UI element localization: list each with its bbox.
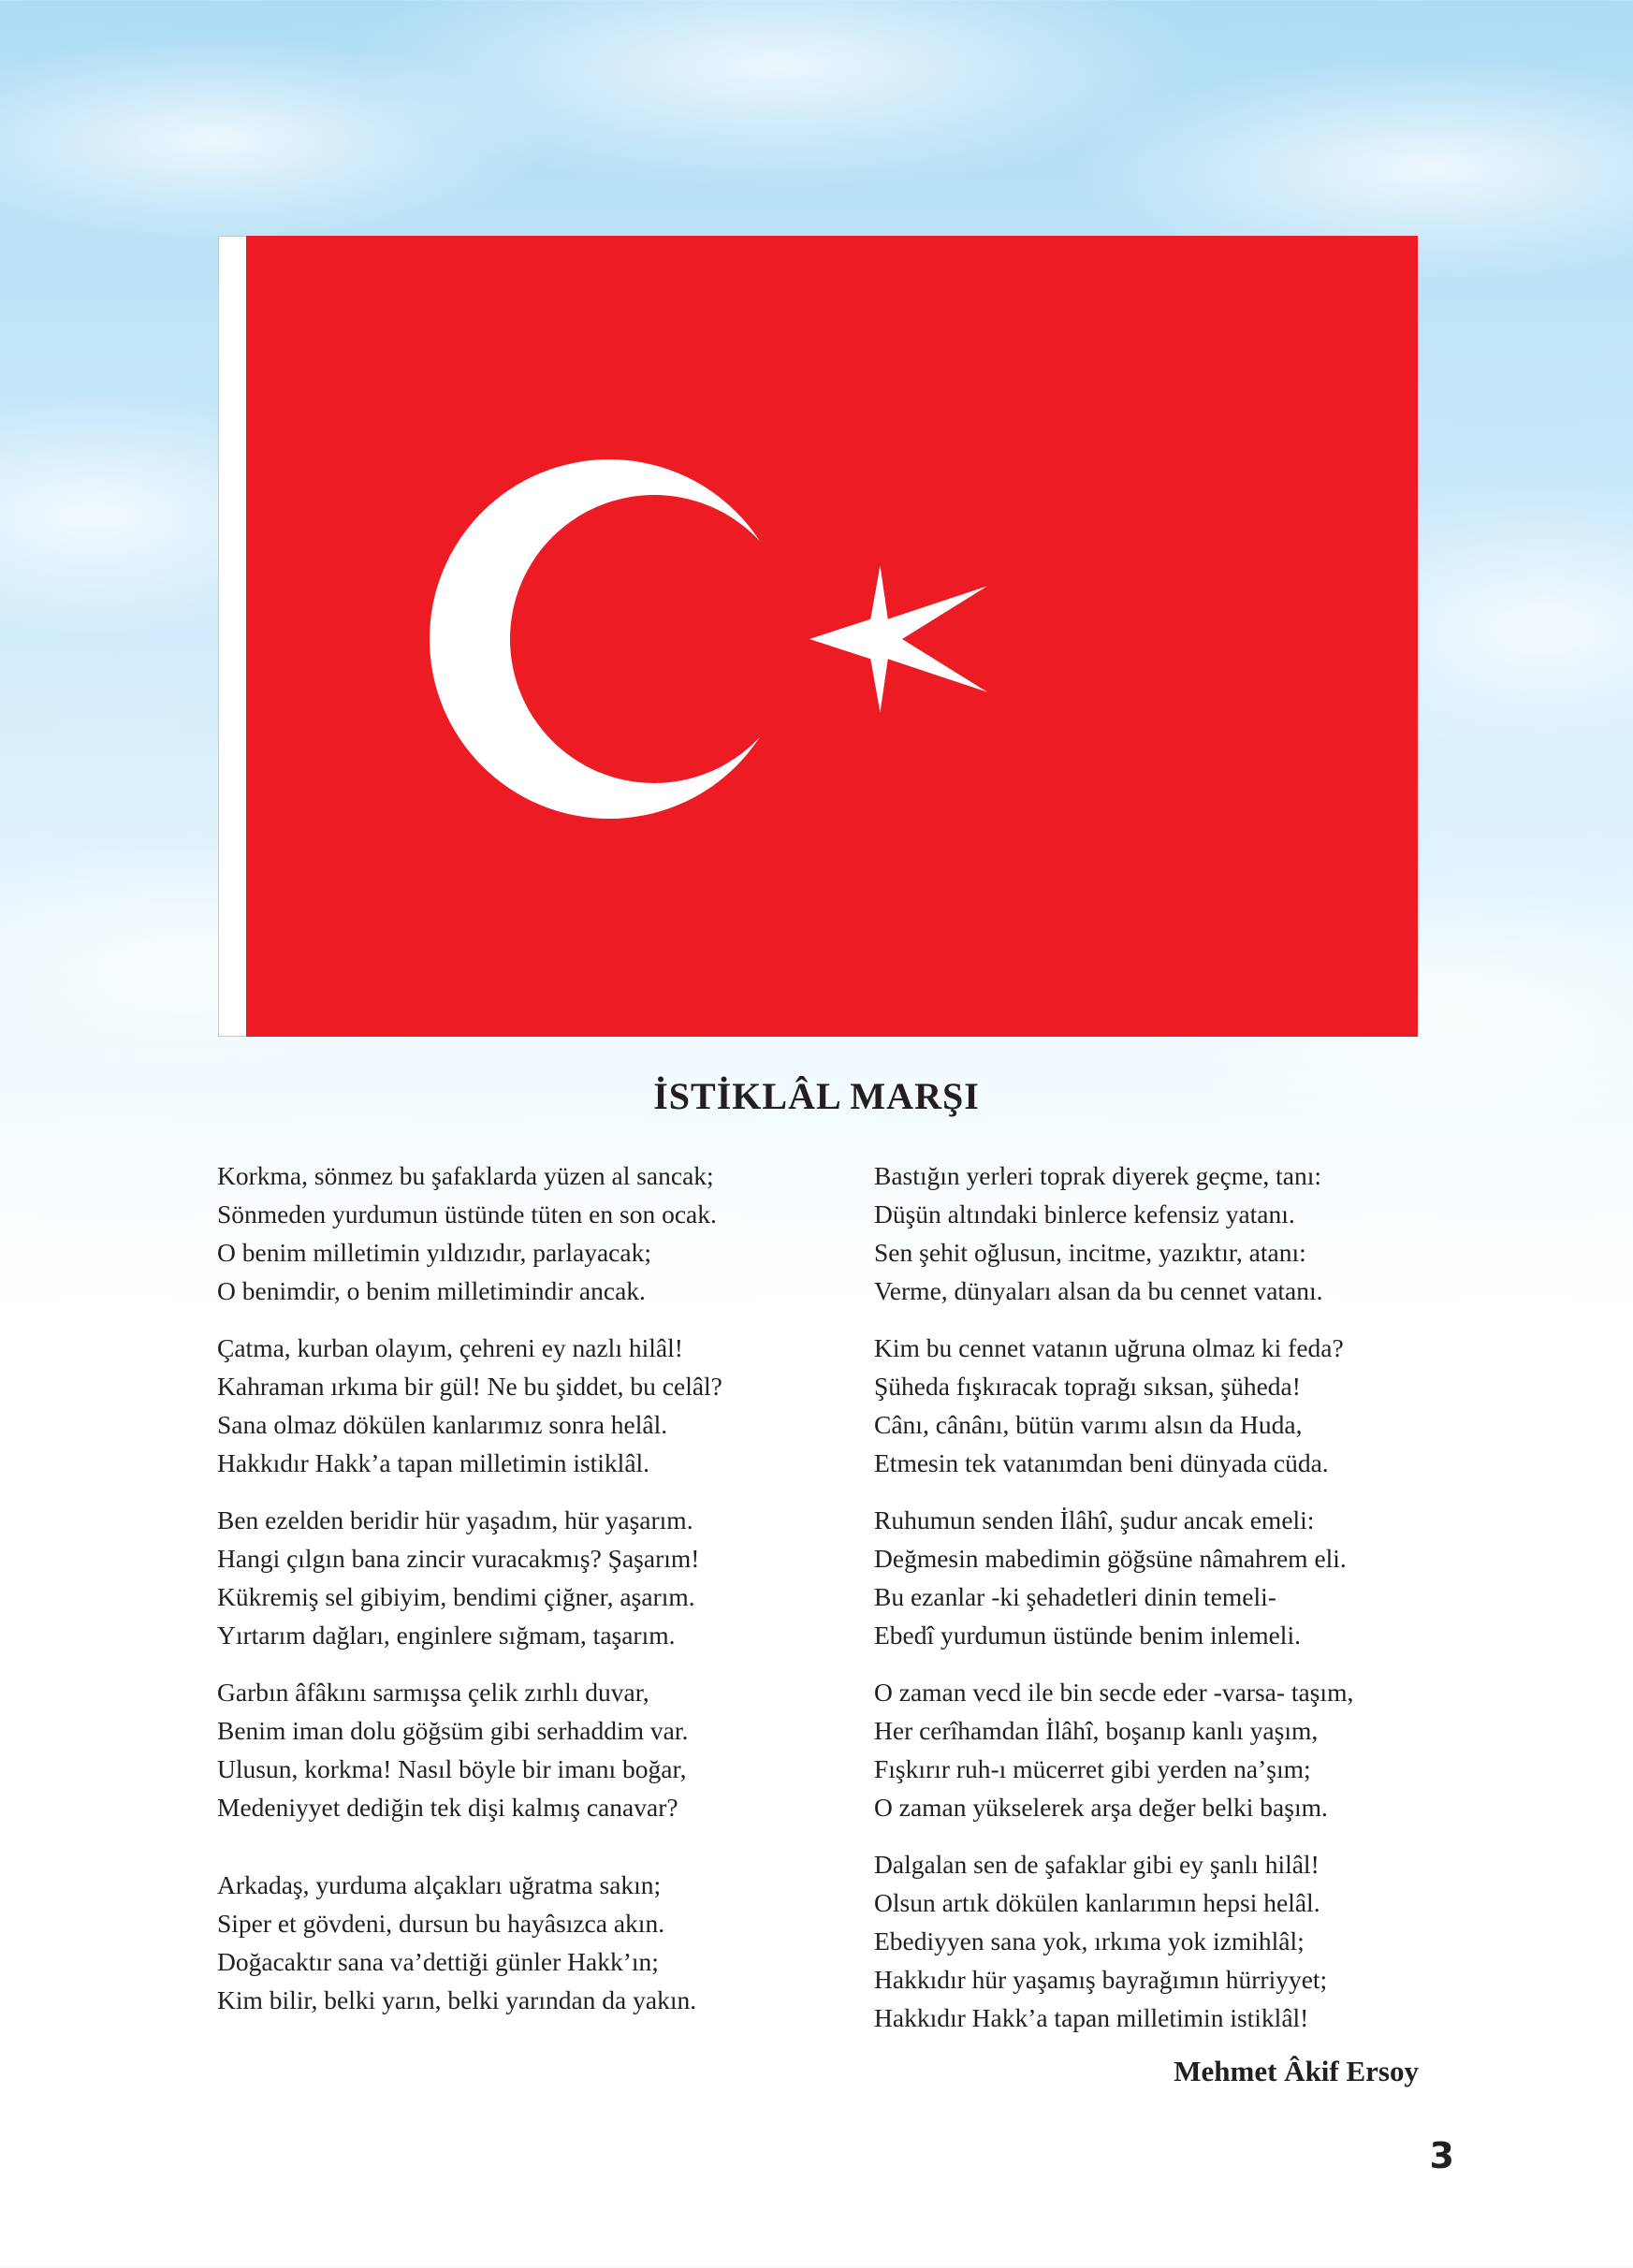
author-name: Mehmet Âkif Ersoy [1174,2055,1419,2087]
poem-line: Sönmeden yurdumun üstünde tüten en son ocak. [217,1199,717,1228]
stanza [874,1329,1510,1482]
poem-line: Ulusun, korkma! Nasıl böyle bir imanı boğar, [217,1754,687,1783]
poem-line: Sen şehit oğlusun, incitme, yazıktır, atanı: [874,1238,1306,1267]
page-number: 3 [1429,2135,1454,2176]
poem-line: Arkadaş, yurduma alçakları uğratma sakın; [217,1870,662,1899]
poem-line: Her cerîhamdan İlâhî, boşanıp kanlı yaşım, [874,1716,1319,1745]
poem-line: Kim bilir, belki yarın, belki yarından da yakın. [217,1985,697,2014]
stanza [217,1501,853,1654]
poem-line: Hakkıdır Hakk’a tapan milletimin istiklâl! [874,2003,1309,2032]
poem-line: Sana olmaz dökülen kanlarımız sonra helâl. [217,1410,668,1439]
poem-line: Şüheda fışkıracak toprağı sıksan, şüheda! [874,1372,1301,1401]
poem-right-column [874,1156,1510,2056]
poem-line: Benim iman dolu göğsüm gibi serhaddim var. [217,1716,689,1745]
stanza [874,1156,1510,1310]
poem-line: O benimdir, o benim milletimindir ancak. [217,1276,646,1305]
poem-line: Bu ezanlar -ki şehadetleri dinin temeli- [874,1582,1276,1611]
stanza [217,1329,853,1482]
stanza [874,1845,1510,2037]
poem-line: Garbın âfâkını sarmışsa çelik zırhlı duvar, [217,1678,649,1707]
poem-line: Olsun artık dökülen kanlarımın hepsi helâl. [874,1888,1320,1917]
stanza [217,1866,853,2019]
poem-line: O zaman vecd ile bin secde eder -varsa- taşım, [874,1678,1354,1707]
stanza [874,1501,1510,1654]
stanza [217,1673,853,1826]
poem-line: Ebediyyen sana yok, ırkıma yok izmihlâl; [874,1926,1305,1955]
poem-line: Doğacaktır sana va’dettiği günler Hakk’ın; [217,1947,659,1976]
poem-line: Hakkıdır Hakk’a tapan milletimin istiklâl. [217,1448,650,1477]
crescent-inner [510,495,798,783]
poem-line: Hangi çılgın bana zincir vuracakmış? Şaşarım! [217,1544,700,1573]
stanza [217,1156,853,1310]
poem-line: Siper et gövdeni, dursun bu hayâsızca akın. [217,1909,665,1938]
poem-line: Düşün altındaki binlerce kefensiz yatanı. [874,1199,1295,1228]
poem-line: Kahraman ırkıma bir gül! Ne bu şiddet, bu celâl? [217,1372,722,1401]
poem-line: Ben ezelden beridir hür yaşadım, hür yaşarım. [217,1505,693,1534]
poem-line: O zaman yükselerek arşa değer belki başım. [874,1793,1328,1822]
poem-title: İSTİKLÂL MARŞI [653,1075,980,1117]
poem-line: Ebedî yurdumun üstünde benim inlemeli. [874,1621,1301,1650]
turkish-flag-icon [218,236,1418,1037]
poem-line: Ruhumun senden İlâhî, şudur ancak emeli: [874,1505,1315,1534]
poem-line: Yırtarım dağları, enginlere sığmam, taşarım. [217,1621,676,1650]
poem-line: Çatma, kurban olayım, çehreni ey nazlı hilâl! [217,1333,683,1362]
poem-line: Cânı, cânânı, bütün varımı alsın da Huda, [874,1410,1303,1439]
poem-line: Medeniyyet dediğin tek dişi kalmış canavar? [217,1793,678,1822]
poem-left-column [217,1156,853,2038]
poem-line: Kim bu cennet vatanın uğruna olmaz ki feda? [874,1333,1344,1362]
poem-line: Hakkıdır hür yaşamış bayrağımın hürriyyet; [874,1965,1328,1994]
poem-line: Verme, dünyaları alsan da bu cennet vatanı. [874,1276,1323,1305]
poem-line: Etmesin tek vatanımdan beni dünyada cüda. [874,1448,1329,1477]
poem-line: Korkma, sönmez bu şafaklarda yüzen al sancak; [217,1161,714,1190]
stanza [874,1673,1510,1826]
poem-line: Bastığın yerleri toprak diyerek geçme, tanı: [874,1161,1322,1190]
poem-line: Kükremiş sel gibiyim, bendimi çiğner, aşarım. [217,1582,695,1611]
poem-line: Değmesin mabedimin göğsüne nâmahrem eli. [874,1544,1347,1573]
poem-line: Dalgalan sen de şafaklar gibi ey şanlı hilâl! [874,1850,1320,1879]
poem-line: O benim milletimin yıldızıdır, parlayacak; [217,1238,651,1267]
poem-line: Fışkırır ruh-ı mücerret gibi yerden na’şım; [874,1754,1311,1783]
